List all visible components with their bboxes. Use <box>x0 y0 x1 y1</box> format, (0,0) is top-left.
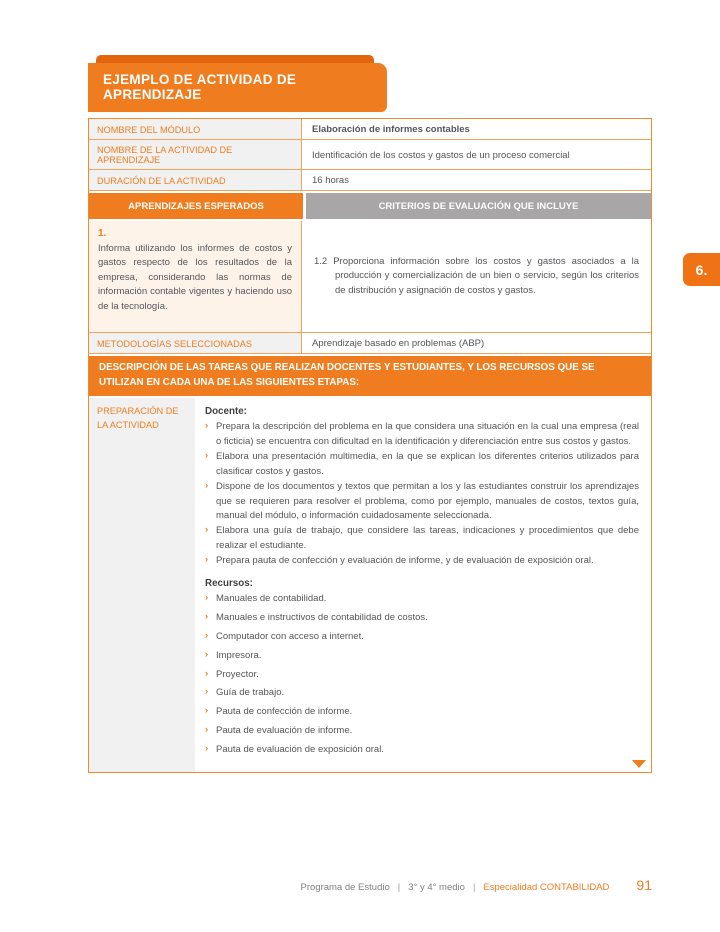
footer-program: Programa de Estudio <box>300 882 390 893</box>
list-item: › Proyector. <box>205 668 639 682</box>
row-label: NOMBRE DE LA ACTIVIDAD DE APRENDIZAJE <box>89 140 302 169</box>
docente-list <box>205 420 639 568</box>
list-item: › Elabora una presentación multimedia, en la que se explican los diferentes criterios utilizados para clasificar costos y gastos. <box>205 450 639 479</box>
table-row-methodology <box>89 333 651 354</box>
criterion-text: Proporciona información sobre los costos y gastos asociados a la producción y comercialización de un bien o servicio, según los criterios de distribución y asignación de costos y gastos. <box>333 255 639 296</box>
learning-content-row <box>89 221 651 333</box>
list-item: › Elabora una guía de trabajo, que considere las tareas, indicaciones y procedimientos que debe realizar el estudiante. <box>205 524 639 553</box>
criterios-header: CRITERIOS DE EVALUACIÓN QUE INCLUYE <box>306 193 651 219</box>
list-item: › Computador con acceso a internet. <box>205 630 639 644</box>
preparation-row <box>89 398 651 772</box>
learning-headers-row <box>89 193 651 219</box>
row-value: Elaboración de informes contables <box>312 124 470 135</box>
list-item: › Prepara pauta de confección y evaluación de informe, y de evaluación de exposición oral. <box>205 554 639 568</box>
docente-heading: Docente: <box>205 406 247 418</box>
continuation-arrow-icon <box>632 760 646 768</box>
activity-sheet <box>88 55 652 773</box>
list-item: › Manuales e instructivos de contabilidad de costos. <box>205 611 639 625</box>
row-value: 16 horas <box>312 175 349 186</box>
aprendizajes-header: APRENDIZAJES ESPERADOS <box>89 193 303 219</box>
table-row-activity-name <box>89 140 651 170</box>
list-item: › Impresora. <box>205 649 639 663</box>
row-label: NOMBRE DEL MÓDULO <box>89 119 302 139</box>
list-item: › Manuales de contabilidad. <box>205 592 639 606</box>
list-item: › Dispone de los documentos y textos que permitan a los y las estudiantes construir los aprendizajes que se requieren para resolver el problema, como por ejemplo, manuales de costos, textos guía, manual del módulo, o información cuidadosamente seleccionada. <box>205 480 639 523</box>
row-label: METODOLOGÍAS SELECCIONADAS <box>89 333 302 353</box>
footer-separator: | <box>397 882 401 893</box>
list-item: › Pauta de confección de informe. <box>205 705 639 719</box>
footer-grades: 3° y 4° medio <box>408 882 465 893</box>
footer-separator: | <box>472 882 476 893</box>
recursos-heading: Recursos: <box>205 577 253 589</box>
list-item: › Pauta de evaluación de exposición oral. <box>205 743 639 757</box>
title-tab-shadow-strip <box>96 55 374 63</box>
page-title: EJEMPLO DE ACTIVIDAD DE APRENDIZAJE <box>88 63 387 112</box>
criterion <box>314 255 639 298</box>
footer <box>301 877 653 893</box>
table-row-module <box>89 119 651 140</box>
criterion-number: 1.2 <box>314 255 328 267</box>
row-value: Identificación de los costos y gastos de un proceso comercial <box>312 149 570 161</box>
objective-text: Informa utilizando los informes de costos y gastos respecto de los resultados de la empresa, considerando las normas de información contable vigentes y haciendo uso de la tecnología. <box>98 243 292 312</box>
footer-specialty: Especialidad CONTABILIDAD <box>483 882 610 893</box>
evaluation-criteria-cell <box>302 221 651 332</box>
preparation-content <box>195 398 651 772</box>
expected-learning-cell <box>89 221 302 332</box>
row-label: DURACIÓN DE LA ACTIVIDAD <box>89 170 302 190</box>
recursos-list <box>205 592 639 758</box>
objective-number: 1. <box>98 228 107 239</box>
table-row-duration <box>89 170 651 191</box>
section-number-tab <box>683 253 720 286</box>
section-number: 6. <box>695 261 708 278</box>
activity-table <box>88 118 652 773</box>
row-value: Aprendizaje basado en problemas (ABP) <box>312 338 485 349</box>
list-item: › Pauta de evaluación de informe. <box>205 724 639 738</box>
list-item: › Prepara la descripción del problema en la que considera una situación en la cual una empresa (real o ficticia) se encuentra con dificultad en la identificación y diferenciación entre sus costos y gastos. <box>205 420 639 449</box>
preparation-label: PREPARACIÓN DE LA ACTIVIDAD <box>89 398 195 772</box>
list-item: › Guía de trabajo. <box>205 686 639 700</box>
description-banner: DESCRIPCIÓN DE LAS TAREAS QUE REALIZAN DOCENTES Y ESTUDIANTES, Y LOS RECURSOS QUE SE UTILIZAN EN CADA UNA DE LAS SIGUIENTES ETAPAS: <box>89 356 651 396</box>
page-number: 91 <box>636 877 652 893</box>
